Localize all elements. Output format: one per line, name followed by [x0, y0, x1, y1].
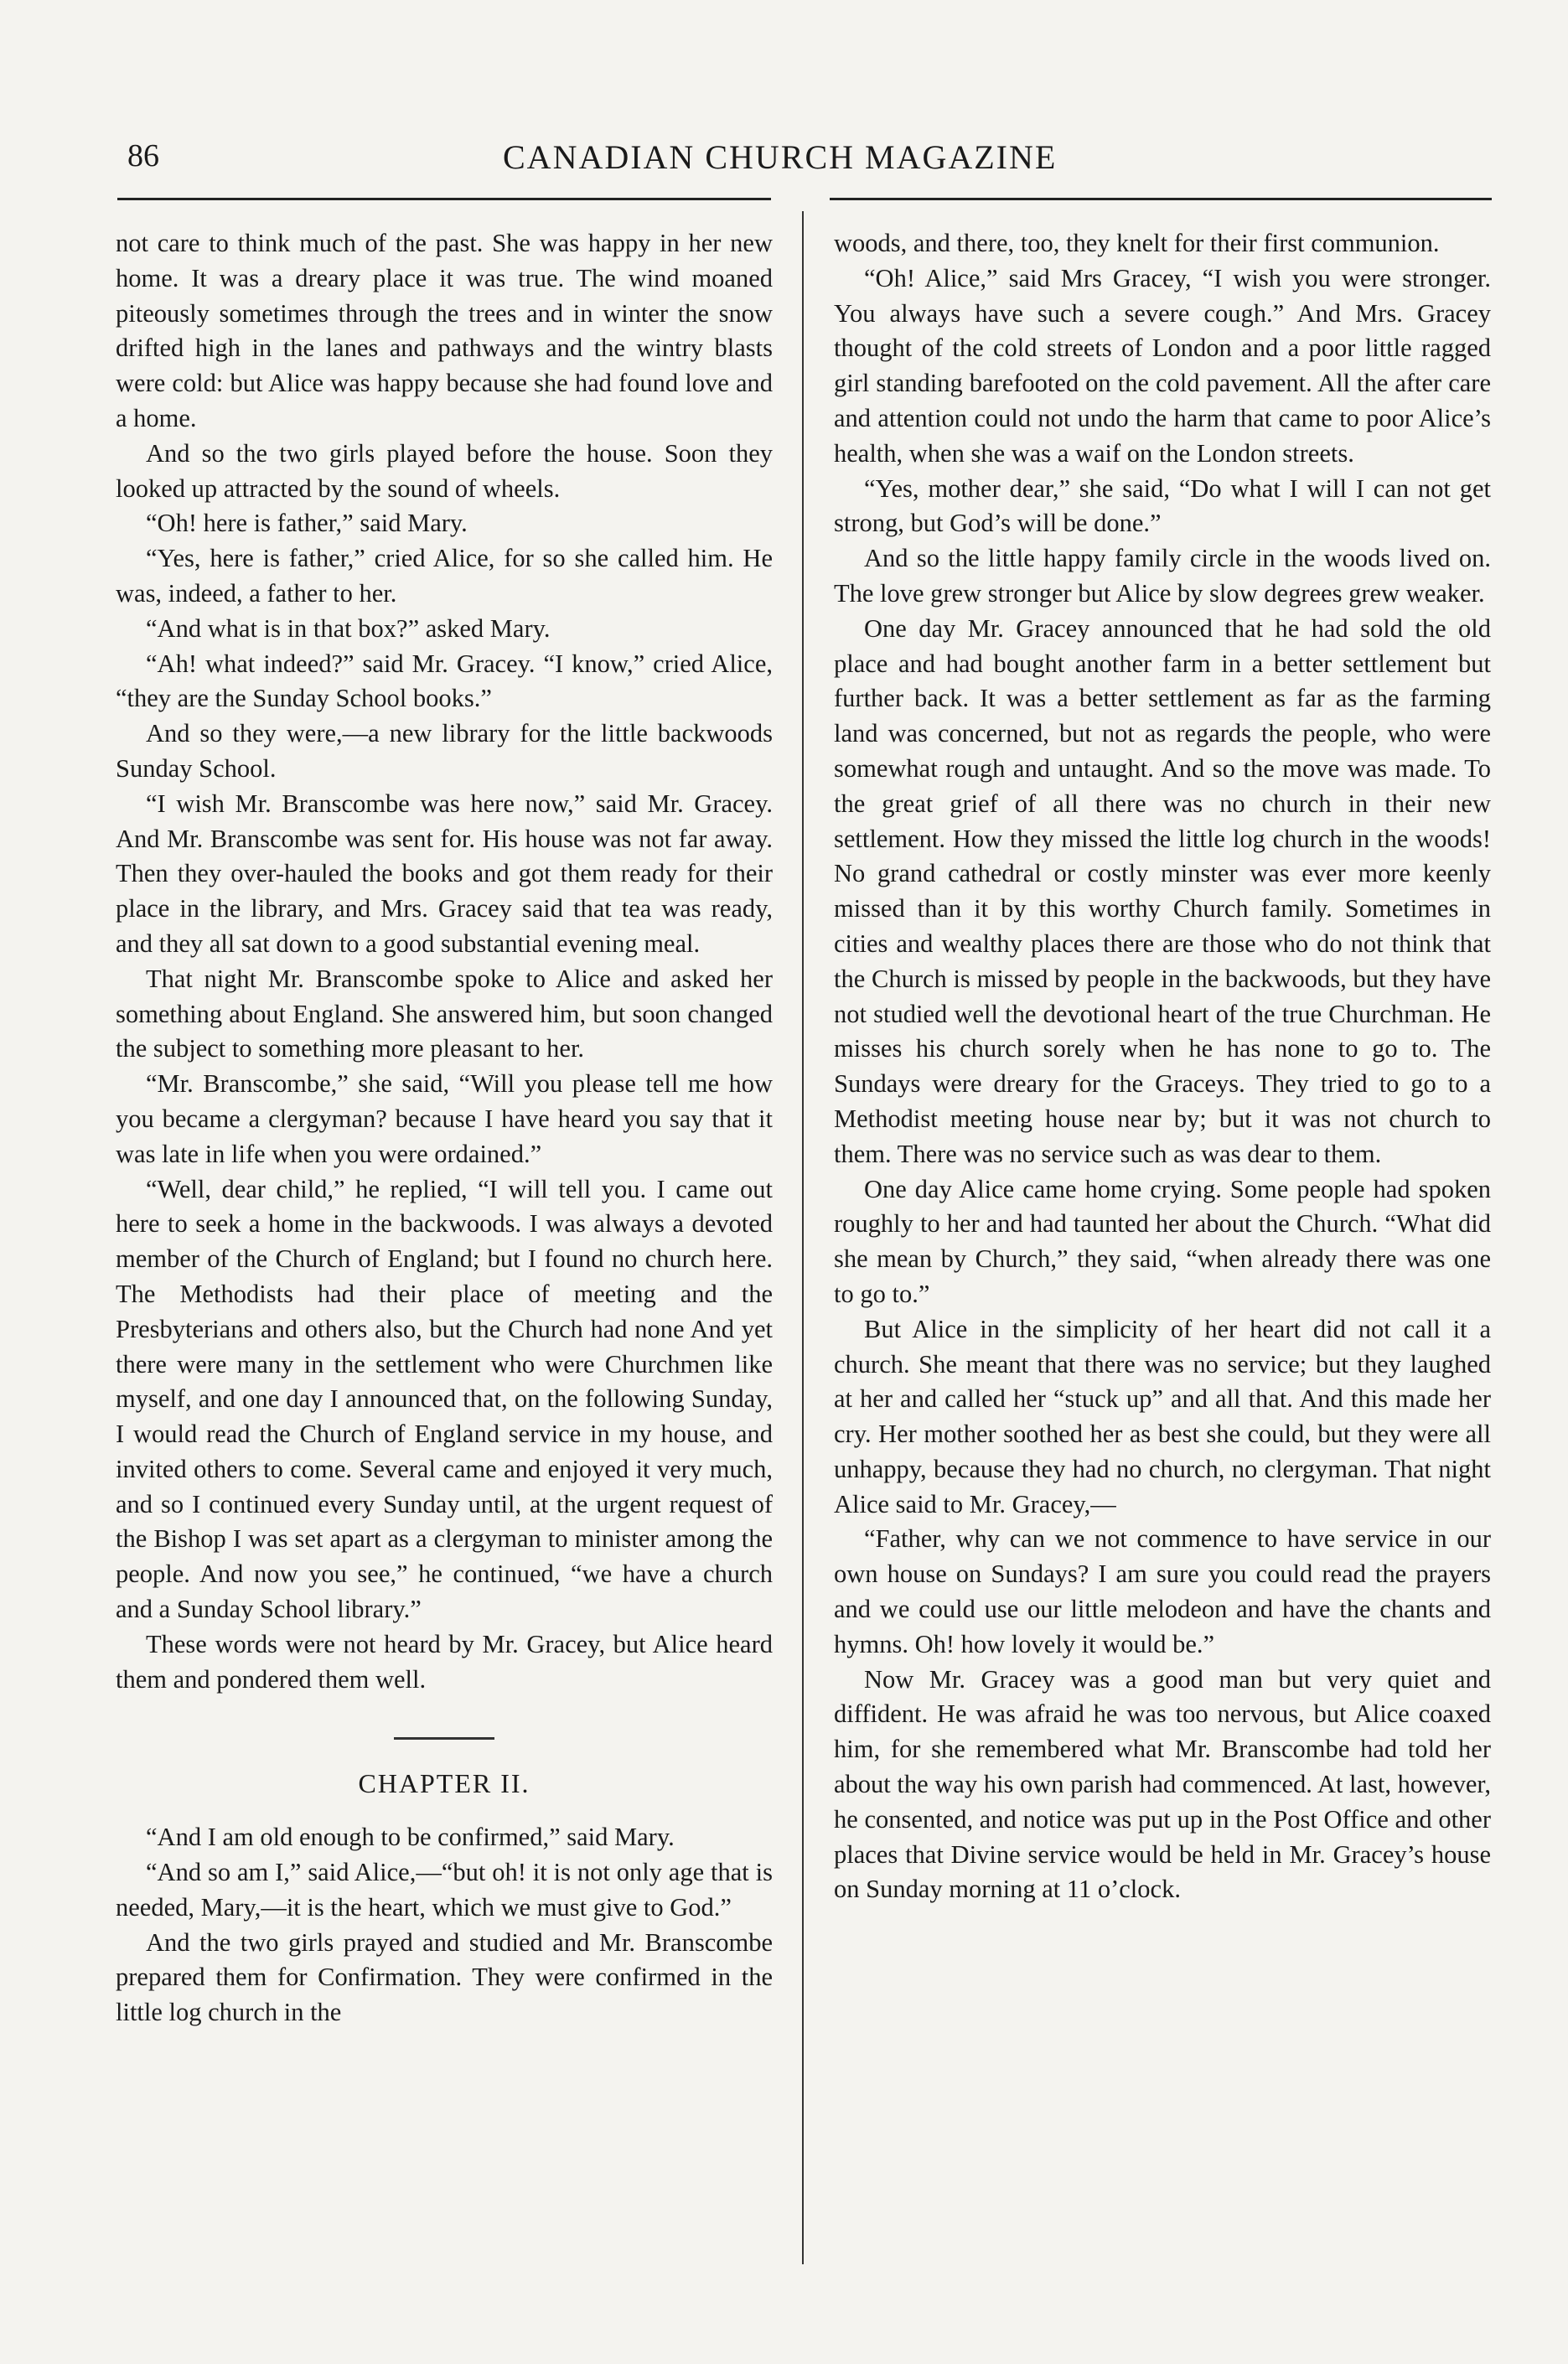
paragraph: “Yes, here is father,” cried Alice, for so she called him. He was, indeed, a father to her. [116, 544, 773, 608]
paragraph: “I wish Mr. Branscombe was here now,” said Mr. Gracey. And Mr. Branscombe was sent for. His house was not far away. Then they over-hauled the books and got them ready for their place in the library, and Mrs. Gracey said that tea was ready, and they all sat down to a good substantial evening meal. [116, 789, 773, 958]
paragraph: “And so am I,” said Alice,—“but oh! it is not only age that is needed, Mary,—it is the heart, which we must give to God.” [116, 1858, 773, 1922]
paragraph: “And what is in that box?” asked Mary. [146, 613, 551, 643]
paragraph: But Alice in the simplicity of her heart did not call it a church. She meant that there was no service; but they laughed at her and called her “stuck up” and all that. And this made her cry. Her mother soothed her as best she could, but they were all unhappy, because they had no church, no clergyman. That night Alice said to Mr. Gracey,— [834, 1314, 1491, 1518]
page-number: 86 [127, 138, 159, 173]
paragraph: “Ah! what indeed?” said Mr. Gracey. “I know,” cried Alice, “they are the Sunday School books.” [116, 649, 773, 713]
paragraph: And so the two girls played before the house. Soon they looked up attracted by the sound of wheels. [116, 438, 773, 503]
paragraph: “Mr. Branscombe,” she said, “Will you please tell me how you became a clergyman? because I have heard you say that it was late in life when you were ordained.” [116, 1069, 773, 1168]
paragraph: And the two girls prayed and studied and Mr. Branscombe prepared them for Confirmation. They were confirmed in the little log church in the [116, 1927, 773, 2027]
paragraph: “Yes, mother dear,” she said, “Do what I will I can not get strong, but God’s will be done.” [834, 473, 1491, 538]
paragraph: And so the little happy family circle in the woods lived on. The love grew stronger but Alice by slow degrees grew weaker. [834, 544, 1491, 608]
paragraph: “Oh! Alice,” said Mrs Gracey, “I wish you were stronger. You always have such a severe cough.” And Mrs. Gracey thought of the cold streets of London and a poor little ragged girl standing barefooted on the cold pavement. All the after care and attention could not undo the harm that came to poor Alice’s health, when she was a waif on the London streets. [834, 263, 1491, 468]
chapter-heading: CHAPTER II. [358, 1768, 530, 1799]
paragraph: And so they were,—a new library for the little backwoods Sunday School. [116, 719, 773, 783]
paragraph: One day Alice came home crying. Some people had spoken roughly to her and had taunted her about the Church. “What did she mean by Church,” they said, “when already there was one to go to.” [834, 1174, 1491, 1308]
paragraph: “Oh! here is father,” said Mary. [146, 509, 468, 538]
right-column [834, 226, 1491, 1907]
magazine-title: CANADIAN CHURCH MAGAZINE [503, 138, 1058, 176]
paragraph: “Well, dear child,” he replied, “I will tell you. I came out here to seek a home in the backwoods. I was always a devoted member of the Church of England; but I found no church here. The Methodists had their place of meeting and the Presbyterians and others also, but the Church had none And yet there were many in the settlement who were Churchmen like myself, and one day I announced that, on the following Sunday, I would read the Church of England service in my house, and invited others to come. Several came and enjoyed it very much, and so I continued every Sunday until, at the urgent request of the Bishop I was set apart as a clergyman to minister among the people. And now you see,” he continued, “we have a church and a Sunday School library.” [116, 1174, 773, 1624]
left-column [116, 226, 773, 2030]
paragraph: woods, and there, too, they knelt for their first communion. [834, 229, 1440, 257]
paragraph: not care to think much of the past. She was happy in her new home. It was a dreary place it was true. The wind moaned piteously sometimes through the trees and in winter the snow drifted high in the lanes and pathways and the wintry blasts were cold: but Alice was happy because she had found love and a home. [116, 229, 773, 432]
paragraph: “And I am old enough to be confirmed,” said Mary. [146, 1823, 675, 1852]
paragraph: “Father, why can we not commence to have service in our own house on Sundays? I am sure you could read the prayers and we could use our little melodeon and have the chants and hymns. Oh! how lovely it would be.” [834, 1524, 1491, 1658]
column-divider [802, 211, 804, 2264]
chapter-rule [394, 1737, 494, 1740]
paragraph: One day Mr. Gracey announced that he had sold the old place and had bought another farm in a better settlement but further back. It was a better settlement as far as the farming land was concerned, but not as regards the people, who were somewhat rough and untaught. And so the move was made. To the great grief of all there was no church in their new settlement. How they missed the little log church in the woods! No grand cathedral or costly minster was ever more keenly missed than it by this worthy Church family. Sometimes in cities and wealthy places there are those who do not think that the Church is missed by people in the backwoods, but they have not studied well the devotional heart of the true Churchman. He misses his church sorely when he has none to go to. The Sundays were dreary for the Graceys. They tried to go to a Methodist meeting house near by; but it was not church to them. There was no service such as was dear to them. [834, 613, 1491, 1168]
paragraph: These words were not heard by Mr. Gracey, but Alice heard them and pondered them well. [116, 1629, 773, 1694]
paragraph: That night Mr. Branscombe spoke to Alice and asked her something about England. She answered him, but soon changed the subject to something more pleasant to her. [116, 964, 773, 1063]
header-rule-right [830, 198, 1492, 200]
paragraph: Now Mr. Gracey was a good man but very quiet and diffident. He was afraid he was too nervous, but Alice coaxed him, for she remembered what Mr. Branscombe had told her about the way his own parish had commenced. At last, however, he consented, and notice was put up in the Post Office and other places that Divine service would be held in Mr. Gracey’s house on Sunday morning at 11 o’clock. [834, 1664, 1491, 1904]
header-rule-left [117, 198, 771, 200]
